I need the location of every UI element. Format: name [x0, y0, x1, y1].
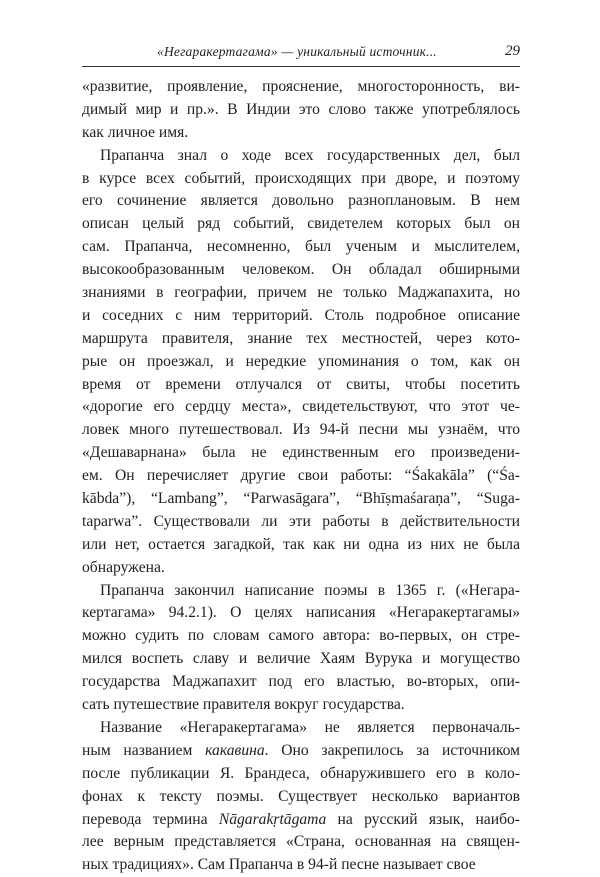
text-line: время от времени отлучался от свиты, чтобы посетить	[82, 375, 520, 393]
text-line: можно судить по словам самого автора: во-первых, он стре-	[82, 627, 520, 645]
running-head	[82, 44, 520, 64]
paragraph	[82, 145, 520, 580]
body-text	[82, 76, 520, 877]
text-line: высокообразованным человеком. Он обладал обширными	[82, 261, 520, 279]
text-line: в курсе всех событий, происходящих при дворе, и поэтому	[82, 169, 520, 187]
text-line: его сочинение является довольно разноплановым. В нем	[82, 192, 520, 210]
paragraph	[82, 580, 520, 717]
running-title: «Негаракертагама» — уникальный источник...	[157, 44, 437, 59]
text-line: taparwa”. Существовали ли эти работы в действительности	[82, 512, 520, 530]
text-line: сам. Прапанча, несомненно, был ученым и мыслителем,	[82, 238, 520, 256]
text-line: фонах к тексту поэмы. Существует несколько вариантов	[82, 787, 520, 805]
italic-term: какавина	[205, 741, 265, 759]
text-line: ем. Он перечисляет другие свои работы: “Śakakāla” (“Śa-	[82, 467, 520, 485]
text-line: лее верным представляется «Страна, основанная на священ-	[82, 833, 520, 851]
text-line: после публикации Я. Брандеса, обнаружившего его в коло-	[82, 764, 520, 782]
text-line: «Дешаварнана» была не единственным его произведени-	[82, 444, 520, 462]
text-line: обнаружена.	[82, 558, 165, 576]
text-line: описан целый ряд событий, свидетелем которых был он	[82, 215, 520, 233]
header-rule	[82, 66, 520, 67]
text-line: «дорогие его сердцу места», свидетельствуют, что этот че-	[82, 398, 520, 416]
text-line: Прапанча знал о ходе всех государственных дел, был	[100, 146, 520, 164]
text-line: ных традициях». Сам Прапанча в 94-й песне называет свое	[82, 856, 476, 874]
text-line: кертагама» 94.2.1). О целях написания «Негаракертагамы»	[82, 604, 520, 622]
text-line: ным названием какавина. Оно закрепилось за источником	[82, 741, 520, 759]
text-line: димый мир и пр.». В Индии это слово также употреблялось	[82, 100, 520, 118]
text-line: знаниями в географии, причем не только Маджапахита, но	[82, 284, 520, 302]
paragraph	[82, 76, 520, 145]
text-line: рые он проезжал, и нередкие упоминания о том, как он	[82, 352, 520, 370]
text-line: как личное имя.	[82, 123, 189, 141]
text-line: «развитие, проявление, прояснение, многосторонность, ви-	[82, 78, 520, 95]
text-line: kābda”), “Lambang”, “Parwasāgara”, “Bhīṣmaśaraṇa”, “Suga-	[82, 490, 520, 508]
text-line: Прапанча закончил написание поэмы в 1365 г. («Негара-	[100, 581, 520, 599]
paragraph	[82, 717, 520, 877]
text-line: государства Маджапахит под его властью, во-вторых, опи-	[82, 673, 520, 691]
text-line: ловек много путешествовал. Из 94-й песни мы узнаём, что	[82, 421, 520, 439]
text-line: мился воспеть славу и величие Хаям Вурука и могущество	[82, 650, 520, 668]
text-line: маршрута правителя, знание тех местностей, через кото-	[82, 329, 520, 347]
italic-term: Nāgarakṛtāgama	[218, 810, 327, 828]
text-line: или нет, остается загадкой, так как ни одна из них не была	[82, 535, 520, 553]
text-line: и соседних с ним территорий. Столь подробное описание	[82, 306, 520, 324]
text-line: Название «Негаракертагама» не является первоначаль-	[100, 718, 520, 736]
text-line: перевода термина Nāgarakṛtāgama на русский язык, наибо-	[82, 810, 520, 828]
text-line: сать путешествие правителя вокруг государства.	[82, 696, 405, 714]
page-number: 29	[505, 43, 520, 59]
